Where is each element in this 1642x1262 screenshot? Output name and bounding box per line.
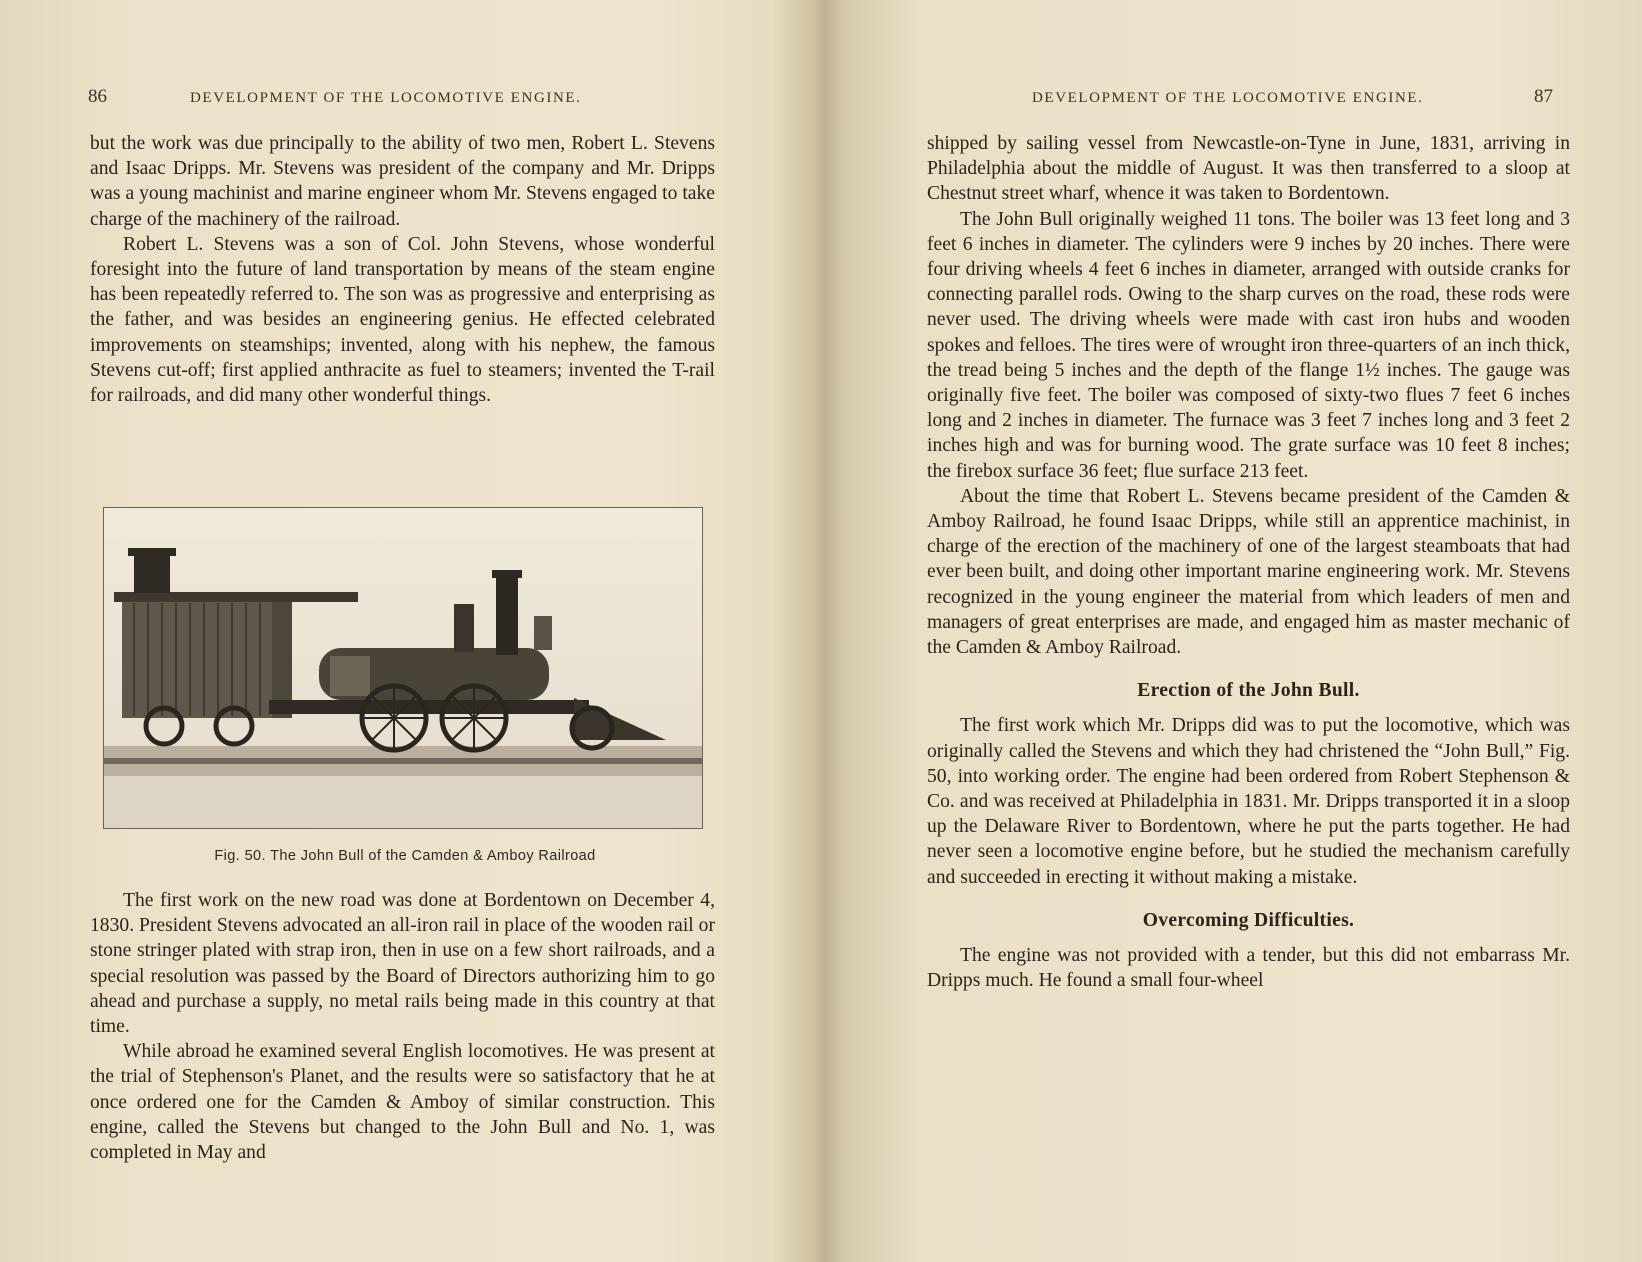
paragraph: About the time that Robert L. Stevens became president of the Camden & Amboy Railroad, he found Isaac Dripps, while still an apprentice machinist, in charge of the erection of the machinery of one of the largest steamboats that had ever been built, and doing other important marine engineering work. Mr. Stevens recognized in the young engineer the material from which leaders of men and managers of great enterprises are made, and engaged him as master mechanic of the Camden & Amboy Railroad. [927,485,1570,659]
paragraph: but the work was due principally to the ability of two men, Robert L. Stevens and Isaac Dripps. Mr. Stevens was president of the company and Mr. Dripps was a young machinist and marine engineer whom Mr. Stevens engaged to take charge of the machinery of the railroad. [90,133,715,230]
figure-caption: Fig. 50. The John Bull of the Camden & Amboy Railroad [214,848,596,864]
john-bull-locomotive-drawing [104,508,702,828]
paragraph: While abroad he examined several English locomotives. He was present at the trial of Stephenson's Planet, and the results were so satisfactory that he at once ordered one for the Camden & Amboy of similar construction. This engine, called the Stevens but changed to the John Bull and No. 1, was completed in May and [90,1041,715,1164]
running-head: DEVELOPMENT OF THE LOCOMOTIVE ENGINE. [190,90,582,106]
body-text [927,131,1570,994]
paragraph: Robert L. Stevens was a son of Col. John Stevens, whose wonderful foresight into the future of land transportation by means of the steam engine has been repeatedly referred to. The son was as progressive and enterprising as the father, and was besides an engineering genius. He effected celebrated improvements on steamships; invented, along with his nephew, the famous Stevens cut-off; first applied anthracite as fuel to steamers; invented the T-rail for railroads, and did many other wonderful things. [90,233,715,407]
body-text-bottom [90,888,715,1165]
page-number: 87 [1534,86,1553,107]
locomotive-illustration [103,507,703,829]
left-page [0,0,810,1262]
paragraph: The engine was not provided with a tender, but this did not embarrass Mr. Dripps much. He found a small four-wheel [927,945,1570,992]
paragraph: The John Bull originally weighed 11 tons. The boiler was 13 feet long and 3 feet 6 inches in diameter. The cylinders were 9 inches by 20 inches. There were four driving wheels 4 feet 6 inches in diameter, arranged with outside cranks for connecting parallel rods. Owing to the sharp curves on the road, these rods were never used. The driving wheels were made with cast iron hubs and wooden spokes and felloes. The tires were of wrought iron three-quarters of an inch thick, the tread being 5 inches and the depth of the flange 1½ inches. The gauge was originally five feet. The boiler was composed of sixty-two flues 7 feet 6 inches long and 2 inches in diameter. The furnace was 3 feet 7 inches long and 3 feet 2 inches high and was for burning wood. The grate surface was 10 feet 8 inches; the firebox surface 36 feet; flue surface 213 feet. [927,208,1570,482]
paragraph: The first work which Mr. Dripps did was to put the locomotive, which was originally called the Stevens and which they had christened the “John Bull,” Fig. 50, into working order. The engine had been ordered from Robert Stephenson & Co. and was received at Philadelphia in 1831. Mr. Dripps transported it in a sloop up the Delaware River to Bordentown, where he put the parts together. He had never seen a locomotive engine before, but he studied the mechanism carefully and succeeded in erecting it without making a mistake. [927,715,1570,888]
paragraph: The first work on the new road was done at Bordentown on December 4, 1830. President Stevens advocated an all-iron rail in place of the wooden rail or stone stringer plated with strap iron, then in use on a few short railroads, and a special resolution was passed by the Board of Directors authorizing him to go ahead and purchase a supply, no metal rails being made in this country at that time. [90,890,715,1038]
body-text-top [90,131,715,408]
paragraph: shipped by sailing vessel from Newcastle-on-Tyne in June, 1831, arriving in Philadelphia about the middle of August. It was then transferred to a sloop at Chestnut street wharf, whence it was taken to Bordentown. [927,133,1570,205]
section-heading: Overcoming Difficulties. [1142,909,1355,931]
section-heading: Erection of the John Bull. [1137,680,1360,702]
running-head: DEVELOPMENT OF THE LOCOMOTIVE ENGINE. [1032,90,1424,106]
page-number: 86 [88,86,107,107]
right-page [820,0,1642,1262]
